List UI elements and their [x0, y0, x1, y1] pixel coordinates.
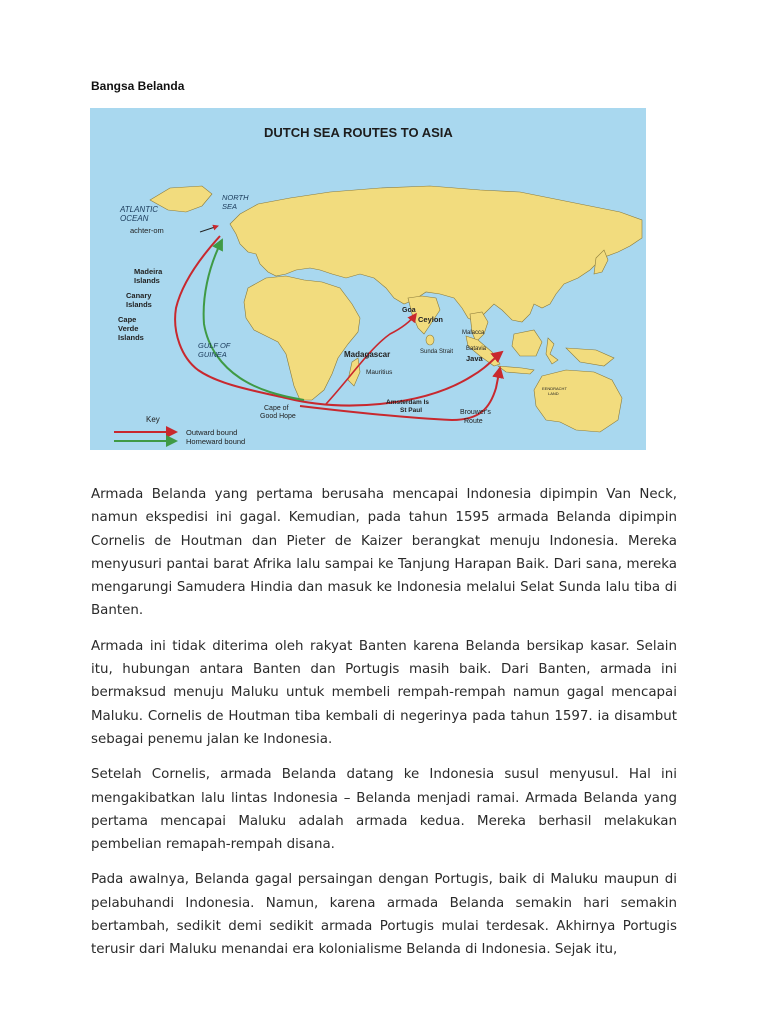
- label-canary-islands: Islands: [126, 300, 152, 309]
- label-sea: SEA: [222, 202, 238, 211]
- key-title: Key: [146, 415, 160, 424]
- key-outward-label: Outward bound: [186, 428, 238, 437]
- label-ocean: OCEAN: [120, 214, 149, 223]
- paragraph-2: Armada ini tidak diterima oleh rakyat Banten karena Belanda bersikap kasar. Selain itu, hubungan antara Banten dan Portugis masih baik. Dari Banten, armada ini bermaksud menuju Maluku untuk membeli rempah-rempah namun gagal mencapai Maluku. Cornelis de Houtman tiba kembali di negerinya pada tahun 1597. ia disambut sebagai penemu jalan ke Indonesia.: [91, 638, 677, 747]
- label-madeira: Madeira: [134, 267, 163, 276]
- paragraph-1: Armada Belanda yang pertama berusaha mencapai Indonesia dipimpin Van Neck, namun ekspedisi ini gagal. Kemudian, pada tahun 1595 armada Belanda dipimpin Cornelis de Houtman dan Pieter de Kaizer berangkat menuju Indonesia. Mereka menyusuri pantai barat Afrika lalu sampai ke Tanjung Harapan Baik. Dari sana, mereka mengarungi Samudera Hindia dan masuk ke Indonesia melalui Selat Sunda lalu tiba di Banten.: [91, 487, 677, 619]
- label-mauritius: Mauritius: [366, 369, 393, 376]
- label-goa: Goa: [402, 307, 416, 314]
- label-batavia: Batavia: [466, 346, 487, 352]
- label-guinea: GUINEA: [198, 350, 227, 359]
- label-cape-good-hope-1: Cape of: [264, 405, 289, 412]
- label-verde: Verde: [118, 324, 139, 333]
- label-ceylon: Ceylon: [418, 315, 444, 324]
- label-amsterdam-2: St Paul: [400, 407, 423, 414]
- label-sunda-strait: Sunda Strait: [420, 349, 454, 355]
- label-madagascar: Madagascar: [344, 350, 391, 359]
- label-north: NORTH: [222, 193, 249, 202]
- label-java: Java: [466, 354, 483, 363]
- label-cape-good-hope-2: Good Hope: [260, 413, 296, 420]
- label-amsterdam-1: Amsterdam Is: [386, 399, 429, 406]
- label-brouwers-1: Brouwer's: [460, 409, 491, 416]
- dutch-sea-routes-map: [90, 108, 646, 450]
- label-madeira-islands: Islands: [134, 276, 160, 285]
- label-malacca: Malacca: [462, 330, 485, 336]
- label-gulf-of: GULF OF: [198, 341, 231, 350]
- paragraph-4: Pada awalnya, Belanda gagal persaingan dengan Portugis, baik di Maluku maupun di pelabuhandi Indonesia. Namun, karena armada Belanda semakin hari semakin bertambah, sedikit demi sedikit armada Portugis mulai terdesak. Akhirnya Portugis terusir dari Maluku menandai era kolonialisme Belanda di Indonesia. Sejak itu,: [91, 872, 677, 958]
- ceylon-island: [426, 335, 434, 345]
- label-brouwers-2: Route: [464, 418, 483, 425]
- label-eendracht-1: EENDRACHT: [542, 386, 567, 391]
- label-verde-islands: Islands: [118, 333, 144, 342]
- paragraph-3: Setelah Cornelis, armada Belanda datang ke Indonesia susul menyusul. Hal ini mengakibatkan lalu lintas Indonesia – Belanda menjadi ramai. Armada Belanda yang pertama mencapai Maluku adalah armada kedua. Mereka berhasil melakukan pembelian remapah-rempah disana.: [91, 767, 677, 853]
- label-atlantic: ATLANTIC: [120, 205, 159, 214]
- label-canary: Canary: [126, 291, 152, 300]
- label-eendracht-2: LAND: [548, 391, 559, 396]
- page-heading: Bangsa Belanda: [91, 79, 185, 93]
- key-homeward-label: Homeward bound: [186, 437, 246, 446]
- label-achter-om: achter-om: [130, 226, 164, 235]
- map-title: DUTCH SEA ROUTES TO ASIA: [264, 125, 453, 140]
- label-cape: Cape: [118, 315, 137, 324]
- article-body: [91, 483, 677, 974]
